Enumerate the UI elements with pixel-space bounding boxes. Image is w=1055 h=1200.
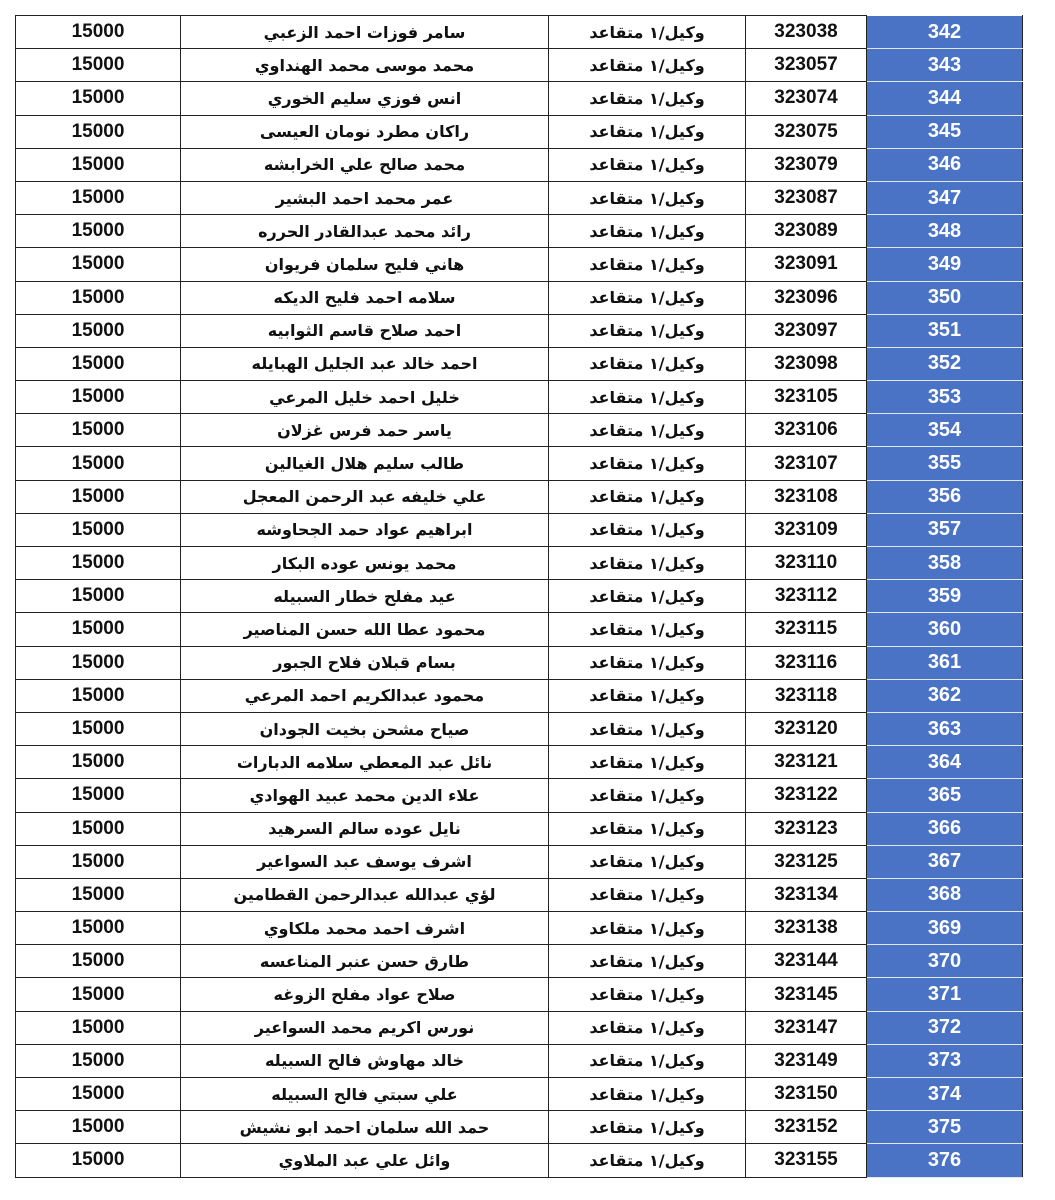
rank-cell: وكيل/١ متقاعد (549, 613, 746, 646)
table-row (16, 16, 1023, 49)
amount-cell: 15000 (16, 148, 181, 181)
serial-number-cell: 366 (867, 812, 1023, 845)
rank-cell: وكيل/١ متقاعد (549, 878, 746, 911)
name-cell: احمد صلاح قاسم الثوابيه (181, 314, 549, 347)
amount-cell: 15000 (16, 347, 181, 380)
amount-cell: 15000 (16, 1044, 181, 1077)
amount-cell: 15000 (16, 547, 181, 580)
amount-cell: 15000 (16, 16, 181, 49)
table-row (16, 414, 1023, 447)
table-row (16, 82, 1023, 115)
amount-cell: 15000 (16, 779, 181, 812)
table-row (16, 447, 1023, 480)
amount-cell: 15000 (16, 613, 181, 646)
rank-cell: وكيل/١ متقاعد (549, 281, 746, 314)
id-cell: 323144 (746, 945, 867, 978)
table-row (16, 779, 1023, 812)
table-row (16, 1144, 1023, 1177)
id-cell: 323152 (746, 1111, 867, 1144)
serial-number-cell: 367 (867, 845, 1023, 878)
table-row (16, 646, 1023, 679)
serial-number-cell: 374 (867, 1078, 1023, 1111)
rank-cell: وكيل/١ متقاعد (549, 1011, 746, 1044)
rank-cell: وكيل/١ متقاعد (549, 513, 746, 546)
rank-cell: وكيل/١ متقاعد (549, 746, 746, 779)
amount-cell: 15000 (16, 845, 181, 878)
name-cell: حمد الله سلمان احمد ابو نشيش (181, 1111, 549, 1144)
name-cell: بسام قبلان فلاح الجبور (181, 646, 549, 679)
id-cell: 323116 (746, 646, 867, 679)
id-cell: 323074 (746, 82, 867, 115)
serial-number-cell: 358 (867, 547, 1023, 580)
id-cell: 323155 (746, 1144, 867, 1177)
rank-cell: وكيل/١ متقاعد (549, 812, 746, 845)
id-cell: 323107 (746, 447, 867, 480)
id-cell: 323121 (746, 746, 867, 779)
name-cell: عيد مفلح خطار السبيله (181, 580, 549, 613)
id-cell: 323057 (746, 49, 867, 82)
serial-number-cell: 348 (867, 215, 1023, 248)
id-cell: 323106 (746, 414, 867, 447)
amount-cell: 15000 (16, 978, 181, 1011)
serial-number-cell: 350 (867, 281, 1023, 314)
id-cell: 323105 (746, 381, 867, 414)
id-cell: 323110 (746, 547, 867, 580)
rank-cell: وكيل/١ متقاعد (549, 1144, 746, 1177)
id-cell: 323079 (746, 148, 867, 181)
id-cell: 323138 (746, 912, 867, 945)
table-row (16, 381, 1023, 414)
amount-cell: 15000 (16, 215, 181, 248)
id-cell: 323147 (746, 1011, 867, 1044)
rank-cell: وكيل/١ متقاعد (549, 347, 746, 380)
id-cell: 323112 (746, 580, 867, 613)
id-cell: 323120 (746, 712, 867, 745)
name-cell: صلاح عواد مفلح الزوغه (181, 978, 549, 1011)
name-cell: نائل عبد المعطي سلامه الدبارات (181, 746, 549, 779)
name-cell: محمود عبدالكريم احمد المرعي (181, 679, 549, 712)
serial-number-cell: 363 (867, 712, 1023, 745)
id-cell: 323122 (746, 779, 867, 812)
rank-cell: وكيل/١ متقاعد (549, 679, 746, 712)
serial-number-cell: 343 (867, 49, 1023, 82)
serial-number-cell: 349 (867, 248, 1023, 281)
rank-cell: وكيل/١ متقاعد (549, 547, 746, 580)
serial-number-cell: 357 (867, 513, 1023, 546)
rank-cell: وكيل/١ متقاعد (549, 1078, 746, 1111)
serial-number-cell: 342 (867, 16, 1023, 49)
serial-number-cell: 347 (867, 181, 1023, 214)
amount-cell: 15000 (16, 414, 181, 447)
table-row (16, 547, 1023, 580)
id-cell: 323149 (746, 1044, 867, 1077)
serial-number-cell: 345 (867, 115, 1023, 148)
table-row (16, 712, 1023, 745)
rank-cell: وكيل/١ متقاعد (549, 49, 746, 82)
table-row (16, 148, 1023, 181)
serial-number-cell: 360 (867, 613, 1023, 646)
rank-cell: وكيل/١ متقاعد (549, 181, 746, 214)
name-cell: انس فوزي سليم الخوري (181, 82, 549, 115)
name-cell: لؤي عبدالله عبدالرحمن القطامين (181, 878, 549, 911)
retirees-table (15, 15, 1023, 1178)
amount-cell: 15000 (16, 115, 181, 148)
name-cell: طارق حسن عنبر المناعسه (181, 945, 549, 978)
amount-cell: 15000 (16, 812, 181, 845)
table-row (16, 1044, 1023, 1077)
name-cell: علي خليفه عبد الرحمن المعجل (181, 480, 549, 513)
rank-cell: وكيل/١ متقاعد (549, 414, 746, 447)
table-row (16, 679, 1023, 712)
serial-number-cell: 356 (867, 480, 1023, 513)
serial-number-cell: 352 (867, 347, 1023, 380)
amount-cell: 15000 (16, 314, 181, 347)
amount-cell: 15000 (16, 878, 181, 911)
rank-cell: وكيل/١ متقاعد (549, 447, 746, 480)
table-row (16, 480, 1023, 513)
name-cell: خليل احمد خليل المرعي (181, 381, 549, 414)
amount-cell: 15000 (16, 447, 181, 480)
name-cell: محمد يونس عوده البكار (181, 547, 549, 580)
name-cell: نورس اكريم محمد السواعير (181, 1011, 549, 1044)
table-row (16, 181, 1023, 214)
table-row (16, 248, 1023, 281)
name-cell: طالب سليم هلال الغيالين (181, 447, 549, 480)
table-row (16, 49, 1023, 82)
table-row (16, 314, 1023, 347)
id-cell: 323118 (746, 679, 867, 712)
amount-cell: 15000 (16, 945, 181, 978)
serial-number-cell: 361 (867, 646, 1023, 679)
name-cell: محمد موسى محمد الهنداوي (181, 49, 549, 82)
id-cell: 323123 (746, 812, 867, 845)
table-row (16, 746, 1023, 779)
id-cell: 323087 (746, 181, 867, 214)
id-cell: 323098 (746, 347, 867, 380)
amount-cell: 15000 (16, 381, 181, 414)
id-cell: 323115 (746, 613, 867, 646)
name-cell: صياح مشحن بخيت الجودان (181, 712, 549, 745)
serial-number-cell: 370 (867, 945, 1023, 978)
id-cell: 323038 (746, 16, 867, 49)
rank-cell: وكيل/١ متقاعد (549, 646, 746, 679)
amount-cell: 15000 (16, 1011, 181, 1044)
amount-cell: 15000 (16, 1078, 181, 1111)
rank-cell: وكيل/١ متقاعد (549, 580, 746, 613)
id-cell: 323096 (746, 281, 867, 314)
serial-number-cell: 372 (867, 1011, 1023, 1044)
id-cell: 323091 (746, 248, 867, 281)
serial-number-cell: 371 (867, 978, 1023, 1011)
serial-number-cell: 355 (867, 447, 1023, 480)
rank-cell: وكيل/١ متقاعد (549, 215, 746, 248)
id-cell: 323097 (746, 314, 867, 347)
amount-cell: 15000 (16, 181, 181, 214)
rank-cell: وكيل/١ متقاعد (549, 314, 746, 347)
name-cell: سامر فوزات احمد الزعبي (181, 16, 549, 49)
table-row (16, 1011, 1023, 1044)
amount-cell: 15000 (16, 679, 181, 712)
name-cell: سلامه احمد فليح الديكه (181, 281, 549, 314)
id-cell: 323075 (746, 115, 867, 148)
serial-number-cell: 354 (867, 414, 1023, 447)
rank-cell: وكيل/١ متقاعد (549, 16, 746, 49)
name-cell: علي سبتي فالح السبيله (181, 1078, 549, 1111)
table-row (16, 580, 1023, 613)
name-cell: رائد محمد عبدالقادر الحرره (181, 215, 549, 248)
serial-number-cell: 351 (867, 314, 1023, 347)
table-row (16, 215, 1023, 248)
amount-cell: 15000 (16, 712, 181, 745)
id-cell: 323108 (746, 480, 867, 513)
amount-cell: 15000 (16, 912, 181, 945)
rank-cell: وكيل/١ متقاعد (549, 912, 746, 945)
rank-cell: وكيل/١ متقاعد (549, 480, 746, 513)
id-cell: 323145 (746, 978, 867, 1011)
amount-cell: 15000 (16, 281, 181, 314)
amount-cell: 15000 (16, 580, 181, 613)
table-row (16, 978, 1023, 1011)
table-row (16, 912, 1023, 945)
name-cell: احمد خالد عبد الجليل الهبايله (181, 347, 549, 380)
amount-cell: 15000 (16, 480, 181, 513)
name-cell: وائل علي عبد الملاوي (181, 1144, 549, 1177)
amount-cell: 15000 (16, 646, 181, 679)
rank-cell: وكيل/١ متقاعد (549, 712, 746, 745)
rank-cell: وكيل/١ متقاعد (549, 978, 746, 1011)
name-cell: ياسر حمد فرس غزلان (181, 414, 549, 447)
name-cell: راكان مطرد نومان العيسى (181, 115, 549, 148)
name-cell: محمد صالح علي الخرابشه (181, 148, 549, 181)
rank-cell: وكيل/١ متقاعد (549, 945, 746, 978)
rank-cell: وكيل/١ متقاعد (549, 1044, 746, 1077)
serial-number-cell: 375 (867, 1111, 1023, 1144)
amount-cell: 15000 (16, 49, 181, 82)
rank-cell: وكيل/١ متقاعد (549, 82, 746, 115)
name-cell: عمر محمد احمد البشير (181, 181, 549, 214)
table-row (16, 281, 1023, 314)
amount-cell: 15000 (16, 513, 181, 546)
serial-number-cell: 362 (867, 679, 1023, 712)
table-row (16, 1111, 1023, 1144)
serial-number-cell: 364 (867, 746, 1023, 779)
serial-number-cell: 373 (867, 1044, 1023, 1077)
amount-cell: 15000 (16, 1144, 181, 1177)
rank-cell: وكيل/١ متقاعد (549, 845, 746, 878)
serial-number-cell: 353 (867, 381, 1023, 414)
serial-number-cell: 359 (867, 580, 1023, 613)
name-cell: ابراهيم عواد حمد الجحاوشه (181, 513, 549, 546)
name-cell: علاء الدين محمد عبيد الهوادي (181, 779, 549, 812)
amount-cell: 15000 (16, 1111, 181, 1144)
id-cell: 323134 (746, 878, 867, 911)
id-cell: 323125 (746, 845, 867, 878)
table-row (16, 878, 1023, 911)
rank-cell: وكيل/١ متقاعد (549, 381, 746, 414)
serial-number-cell: 376 (867, 1144, 1023, 1177)
table-row (16, 1078, 1023, 1111)
serial-number-cell: 368 (867, 878, 1023, 911)
table-row (16, 613, 1023, 646)
serial-number-cell: 344 (867, 82, 1023, 115)
table-row (16, 812, 1023, 845)
table-row (16, 845, 1023, 878)
table-row (16, 347, 1023, 380)
rank-cell: وكيل/١ متقاعد (549, 248, 746, 281)
name-cell: هاني فليح سلمان فريوان (181, 248, 549, 281)
rank-cell: وكيل/١ متقاعد (549, 148, 746, 181)
amount-cell: 15000 (16, 82, 181, 115)
id-cell: 323150 (746, 1078, 867, 1111)
id-cell: 323089 (746, 215, 867, 248)
serial-number-cell: 369 (867, 912, 1023, 945)
serial-number-cell: 346 (867, 148, 1023, 181)
name-cell: اشرف يوسف عبد السواعير (181, 845, 549, 878)
table-row (16, 513, 1023, 546)
rank-cell: وكيل/١ متقاعد (549, 115, 746, 148)
rank-cell: وكيل/١ متقاعد (549, 779, 746, 812)
name-cell: خالد مهاوش فالح السبيله (181, 1044, 549, 1077)
id-cell: 323109 (746, 513, 867, 546)
rank-cell: وكيل/١ متقاعد (549, 1111, 746, 1144)
name-cell: نايل عوده سالم السرهيد (181, 812, 549, 845)
name-cell: محمود عطا الله حسن المناصير (181, 613, 549, 646)
name-cell: اشرف احمد محمد ملكاوي (181, 912, 549, 945)
table-row (16, 115, 1023, 148)
amount-cell: 15000 (16, 248, 181, 281)
table-row (16, 945, 1023, 978)
serial-number-cell: 365 (867, 779, 1023, 812)
amount-cell: 15000 (16, 746, 181, 779)
